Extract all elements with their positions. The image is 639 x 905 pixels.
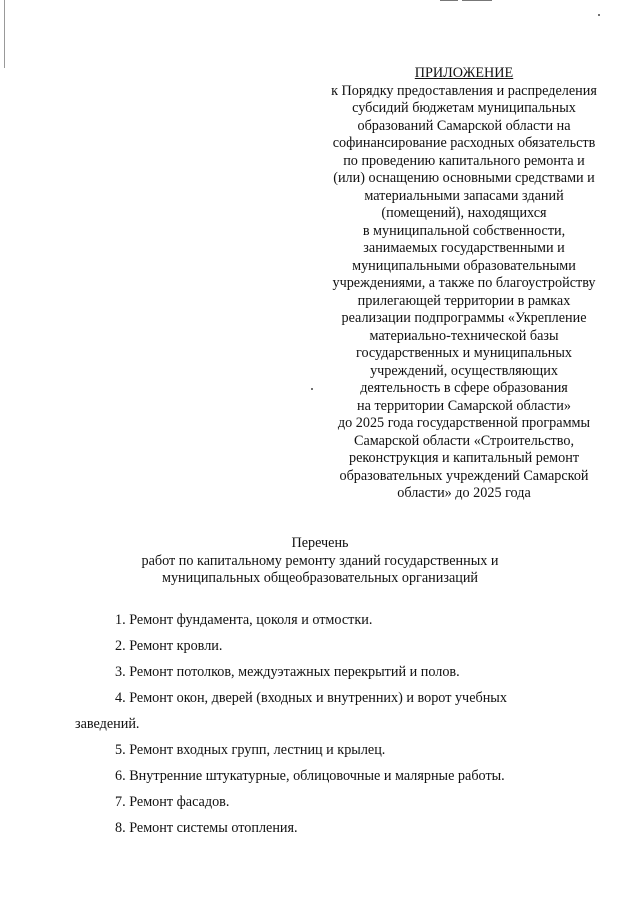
appendix-line: до 2025 года государственной программы xyxy=(337,415,591,431)
scan-mark xyxy=(462,0,492,1)
appendix-heading: ПРИЛОЖЕНИЕ xyxy=(414,65,514,81)
appendix-line: муниципальными образовательными xyxy=(352,257,576,274)
appendix-line: прилегающей территории в рамках xyxy=(357,292,571,309)
appendix-line: области» до 2025 года xyxy=(397,485,531,501)
list-subtitle-line: муниципальных общеобразовательных организаций xyxy=(161,570,479,586)
scan-speck xyxy=(311,388,313,390)
appendix-line: софинансирование расходных обязательств xyxy=(332,135,596,151)
list-item: 3. Ремонт потолков, междуэтажных перекрытий и полов. xyxy=(115,664,460,680)
list-item: 1. Ремонт фундамента, цоколя и отмостки. xyxy=(115,612,373,628)
list-item: 7. Ремонт фасадов. xyxy=(115,794,230,810)
list-subtitle-line: работ по капитальному ремонту зданий государственных и xyxy=(141,552,499,569)
scan-edge-line xyxy=(4,0,5,68)
appendix-line: материально-технической базы xyxy=(369,327,559,344)
list-item-continuation: заведений. xyxy=(75,716,140,732)
scan-speck xyxy=(598,14,600,16)
appendix-line: Самарской области «Строительство, xyxy=(353,432,575,449)
appendix-line: к Порядку предоставления и распределения xyxy=(331,82,597,99)
list-item: 4. Ремонт окон, дверей (входных и внутренних) и ворот учебных xyxy=(115,690,507,706)
appendix-line: государственных и муниципальных xyxy=(356,345,572,361)
appendix-line: учреждений, осуществляющих xyxy=(370,362,558,379)
appendix-line: в муниципальной собственности, xyxy=(362,222,566,239)
list-item: 8. Ремонт системы отопления. xyxy=(115,820,298,836)
appendix-line: на территории Самарской области» xyxy=(357,397,571,414)
list-item: 6. Внутренние штукатурные, облицовочные и малярные работы. xyxy=(115,768,505,784)
list-item: 2. Ремонт кровли. xyxy=(115,638,223,654)
appendix-line: занимаемых государственными и xyxy=(363,240,565,256)
appendix-line: субсидий бюджетам муниципальных xyxy=(352,100,576,116)
list-title-block xyxy=(60,535,580,588)
appendix-block xyxy=(318,65,610,503)
appendix-line: учреждениями, а также по благоустройству xyxy=(332,275,596,291)
appendix-line: материальными запасами зданий xyxy=(364,187,564,204)
appendix-line: реконструкция и капитальный ремонт xyxy=(348,450,580,466)
appendix-line: реализации подпрограммы «Укрепление xyxy=(341,310,587,326)
scan-mark xyxy=(440,0,458,1)
appendix-line: деятельность в сфере образования xyxy=(360,380,568,396)
appendix-line: (помещений), находящихся xyxy=(381,205,547,221)
appendix-line: образовательных учреждений Самарской xyxy=(339,467,589,484)
appendix-line: по проведению капитального ремонта и xyxy=(343,152,585,169)
appendix-line: образований Самарской области на xyxy=(357,117,571,134)
list-item: 5. Ремонт входных групп, лестниц и крылец. xyxy=(115,742,386,758)
appendix-line: (или) оснащению основными средствами и xyxy=(333,170,595,186)
list-title: Перечень xyxy=(291,535,349,551)
